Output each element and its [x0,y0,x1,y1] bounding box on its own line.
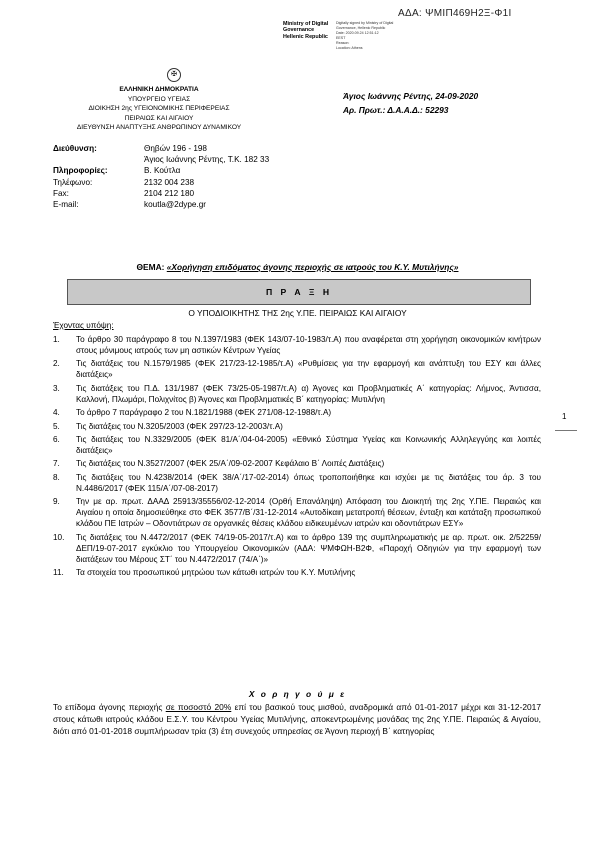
signature-line: Governance [283,27,315,34]
list-item [53,358,541,380]
phone-value: 2132 004 238 [144,177,195,187]
digital-signature [283,21,328,40]
ada-code: ΑΔΑ: ΨΜΙΠ469Η2Ξ-Φ1Ι [398,8,512,19]
item-text: Την με αρ. πρωτ. ΔΑΑΔ 25913/35556/02-12-2014 (Ορθή Επανάληψη) Απόφαση του Διοικητή της 2ης Υ.ΠΕ. Πειραιώς και Αιγαίου η οποία δημοσιεύθηκε στο ΦΕΚ 3577/Β΄/31-12-2014 «Αυτοδίκαιη μετατροπή θέσεων, ένταξη και κατάταξη προσωπικού κλάδου ΠΕ Ιατρών – Οδοντιάτρων σε οργανικές θέσεις κλάδου ειδικευμένων ιατρών και οδοντιάτρων ΕΣΥ» [76,497,541,529]
subject-text: «Χορήγηση επιδόματος άγονης περιοχής σε ιατρούς του Κ.Υ. Μυτιλήνης» [166,262,459,272]
decision-paragraph [53,701,541,737]
decision-text: Το επίδομα άγονης περιοχής [53,702,166,712]
subject-line [0,262,595,272]
item-number: 11. [53,567,64,577]
fax-label: Fax: [53,188,69,198]
item-number: 2. [53,359,60,369]
decision-rate: σε ποσοστό 20% [165,702,232,712]
item-text: Τις διατάξεις του Π.Δ. 131/1987 (ΦΕΚ 73/25-05-1987/τ.Α) α) Άγονες και Προβληματικές Α΄ κατηγορίας: Λήμνος, Άντισσα, Καλλονή, Πλωμάρι, Πολιχνίτος β) Άγονες και Προβληματικές Β΄ κατηγορίας: Μυτιλήνη [76,383,541,404]
item-number: 5. [53,421,60,431]
address-line: Θηβών 196 - 198 [144,144,207,153]
signature-meta-line: Date: 2020.09.24 12:51:12 [336,31,379,35]
signature-meta-line: Location: Athens [336,46,363,50]
item-number: 1. [53,335,60,344]
list-item [53,458,541,469]
item-text: Τις διατάξεις του Ν.4472/2017 (ΦΕΚ 74/19-05-2017/τ.Α) και το άρθρο 139 της συμπληρωματικής με αρ. πρωτ. οικ. 2/52259/ΔΕΠ/19-07-2017 εγκύκλιο του Υπουργείου Οικονομικών (ΑΔΑ: ΨΜΦΩΗ-Β2Φ, «Παροχή Οδηγιών για την εφαρμογή των διατάξεων του Μέρους ΣΤ΄ του Ν.4472/2017 (74/Α΄)» [76,532,541,564]
protocol-number: Αρ. Πρωτ.: Δ.Α.Α.Δ.: 52293 [343,105,449,115]
item-text: Τις διατάξεις του Ν.3527/2007 (ΦΕΚ 25/Α΄/09-02-2007 Κεφάλαιο Β΄ Λοιπές Διατάξεις) [76,459,385,469]
item-text: Τα στοιχεία του προσωπικού μητρώου των κάτωθι ιατρών του Κ.Υ. Μυτιλήνης [76,567,356,577]
item-number: 9. [53,497,60,507]
date-line: Άγιος Ιωάννης Ρέντης, 24-09-2020 [343,91,479,101]
signature-meta [336,21,393,51]
item-text: Τις διατάξεις του Ν.4238/2014 (ΦΕΚ 38/Α΄/17-02-2014) όπως τροποποιήθηκε και ισχύει με τις διατάξεις του άρ. 3 του Ν.4486/2017 (ΦΕΚ 115/Α΄/07-08-2017) [76,472,541,493]
contact-block [53,143,269,210]
list-item [53,421,541,432]
item-number: 10. [53,532,65,542]
fax-value: 2104 212 180 [144,188,195,198]
list-item [53,334,541,356]
decision-heading: Χ ο ρ η γ ο ύ μ ε [248,689,347,699]
signature-line: Hellenic Republic [283,33,328,40]
email-label: E-mail: [53,200,79,210]
signature-meta-line: Governance, Hellenic Republic [336,26,386,30]
date-block [343,89,478,117]
item-number: 4. [53,408,60,418]
phone-label: Τηλέφωνο: [53,177,93,187]
item-text: Τις διατάξεις του Ν.3205/2003 (ΦΕΚ 297/23-12-2003/τ.Α) [76,421,283,431]
signature-meta-line: Digitally signed by Ministry of Digital [336,21,394,25]
item-text: Το άρθρο 7 παράγραφο 2 του Ν.1821/1988 (ΦΕΚ 271/08-12-1988/τ.Α) [76,408,332,418]
act-title-bar: Π Ρ Α Ξ Η [67,279,531,305]
list-item [53,383,541,405]
page-number-rule [555,430,577,431]
list-item [53,532,541,565]
signature-meta-line: EEST [336,36,346,40]
having-regard-heading: Έχοντας υπόψη: [53,321,114,330]
email-value: koutla@2dype.gr [144,200,207,210]
signature-meta-line: Reason: [336,41,350,45]
subject-label: ΘΕΜΑ: [136,262,165,272]
item-text: Τις διατάξεις του Ν.1579/1985 (ΦΕΚ 217/23-12-1985/τ.Α) «Ρυθμίσεις για την εφαρμογή και ανάπτυξη του ΕΣΥ και άλλες διατάξεις» [76,359,541,380]
list-item [53,567,541,578]
letterhead-line: ΔΙΕΥΘΥΝΣΗ ΑΝΑΠΤΥΞΗΣ ΑΝΘΡΩΠΙΝΟΥ ΔΥΝΑΜΙΚΟΥ [76,124,242,131]
list-item [53,496,541,529]
item-number: 6. [53,434,60,444]
signature-line: Ministry of Digital [283,21,329,27]
page-number: 1 [562,412,567,421]
item-text: Το άρθρο 30 παράγραφο 8 του Ν.1397/1983 (ΦΕΚ 143/07-10-1983/τ.Α) που αναφέρεται στη χορήγηση οικονομικών κινήτρων στους μόνιμους ιατρούς των μη αστικών Κέντρων Υγείας [76,335,541,355]
decision-text: επί του βασικού τους μισθού, αναδρομικά από 01-01-2017 μέχρι και 31-12-2017 στους κάτωθι ιατρούς κλάδου Ε.Σ.Υ. του Κέντρου Υγείας Μυτιλήνης, αποκεντρωμένης μονάδας της 2ης Υ.ΠΕ. Πειραιώς & Αιγαίου, διότι από 01-01-2018 συμπλήρωσαν τρία (3) έτη συνεχούς υπηρεσίας σε Άγονη περιοχή Β΄ κατηγορίας [53,702,541,736]
letterhead-line: ΔΙΟΙΚΗΣΗ 2ης ΥΓΕΙΟΝΟΜΙΚΗΣ ΠΕΡΙΦΕΡΕΙΑΣ [88,105,230,112]
item-text: Τις διατάξεις του Ν.3329/2005 (ΦΕΚ 81/Α΄/04-04-2005) «Εθνικό Σύστημα Υγείας και Κοινωνικής Αλληλεγγύης και λοιπές διατάξεις» [76,434,541,455]
info-value: Β. Κούτλα [144,166,181,176]
letterhead-line: ΥΠΟΥΡΓΕΙΟ ΥΓΕΙΑΣ [127,95,191,103]
greek-emblem-icon: ✠ [167,68,181,82]
list-item [53,472,541,494]
considerations-list [53,334,541,580]
item-number: 7. [53,459,60,469]
issuer-title: Ο ΥΠΟΔΙΟΙΚΗΤΗΣ ΤΗΣ 2ης Υ.ΠΕ. ΠΕΙΡΑΙΩΣ ΚΑΙ ΑΙΓΑΙΟΥ [188,308,407,318]
address-label: Διεύθυνση: [53,144,97,153]
letterhead [28,85,290,133]
address-line: Άγιος Ιωάννης Ρέντης, Τ.Κ. 182 33 [144,155,270,165]
item-number: 3. [53,383,60,393]
info-label: Πληροφορίες: [53,166,108,176]
list-item [53,434,541,456]
list-item [53,407,541,418]
item-number: 8. [53,472,60,482]
letterhead-line: ΠΕΙΡΑΙΩΣ ΚΑΙ ΑΙΓΑΙΟΥ [124,114,194,122]
letterhead-line: ΕΛΛΗΝΙΚΗ ΔΗΜΟΚΡΑΤΙΑ [119,86,199,93]
